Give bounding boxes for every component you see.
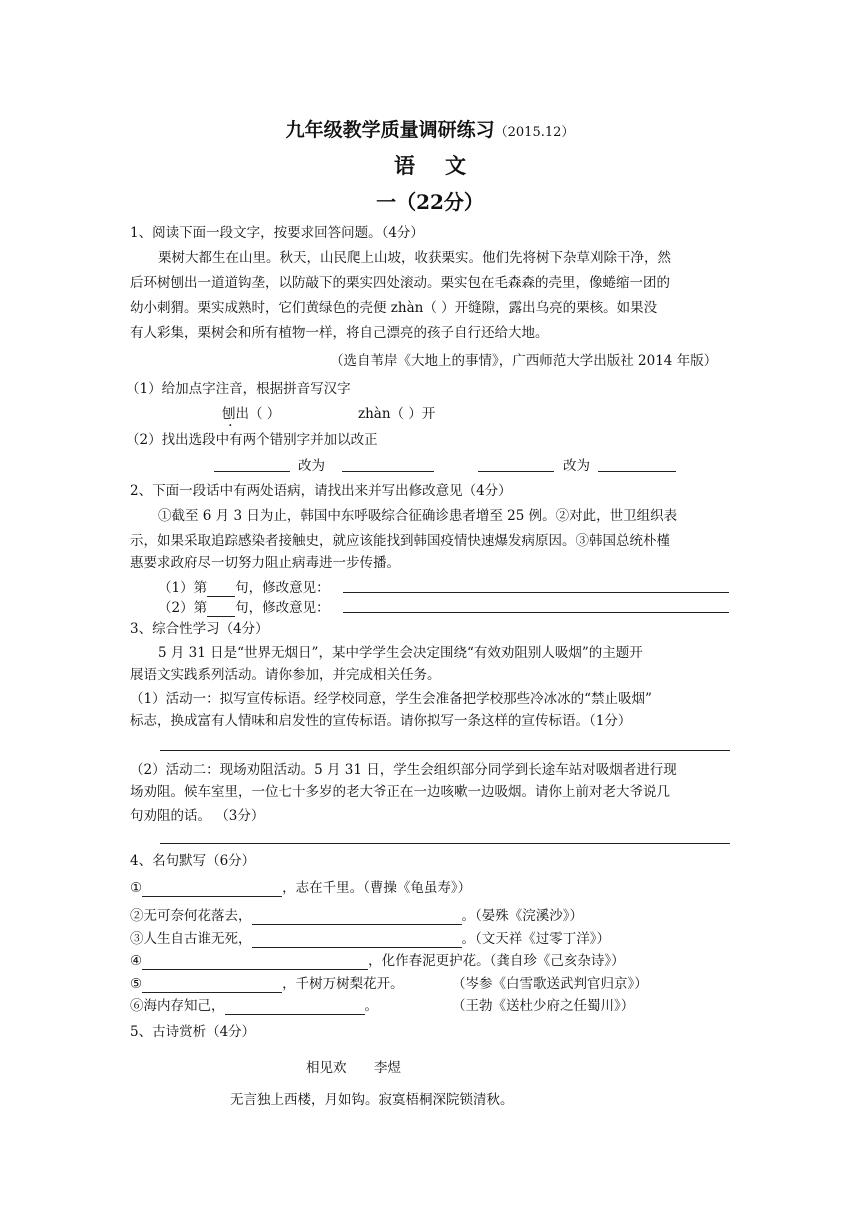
q2-answer-2 [158,599,330,617]
q4-line-6-source: （王勃《送杜少府之任蜀川》） [452,998,635,1014]
q2-passage-line: 示，如果采取追踪感染者接触史，就应该能找到韩国疫情快速爆发病原因。③韩国总统朴槿 [130,533,670,549]
q3-intro-line: 展语文实践系列活动。请你参加，并完成相关任务。 [130,667,441,683]
poem-line: 无言独上西楼，月如钩。寂寞梧桐深院锁清秋。 [230,1092,514,1108]
poem-title: 相见欢 [306,1060,347,1076]
q2-answer-suffix: 句，修改意见： [235,580,330,596]
q4-title: 4、名句默写（6分） [130,853,256,869]
q3-intro-line: 5 月 31 日是“世界无烟日”，某中学学生会决定围绕“有效劝阻别人吸烟”的主题开 [158,645,643,661]
q4-line-5-source: （岑参《白雪歌送武判官归京》） [452,976,648,992]
fill-blank[interactable] [252,910,462,925]
q4-line-suffix: ，志在千里。（曹操《龟虽寿》） [282,880,472,896]
subject-heading: 语文 [394,153,496,178]
q3-act1-line: （1）活动一：拟写宣传标语。经学校同意，学生会准备把学校那些冷冰冰的“禁止吸烟” [130,691,652,707]
q4-line-6 [130,997,378,1015]
answer-line[interactable] [343,592,729,593]
q1-passage-line: 后环树刨出一道道钩垄，以防敲下的栗实四处滚动。栗实包在毛森森的壳里，像蜷缩一团的 [130,275,670,291]
q1-item-a-rest: 出（ ） [235,406,281,422]
answer-line[interactable] [214,471,290,472]
answer-line[interactable] [342,471,434,472]
answer-line[interactable] [478,471,554,472]
q1-sub2: （2）找出选段中有两个错别字并加以改正 [126,432,378,448]
q4-line-suffix: 。（文天祥《过零丁洋》） [461,931,610,947]
q3-act2-line: （2）活动二：现场劝阻活动。5 月 31 日，学生会组织部分同学到长途车站对吸烟者进行现 [130,762,677,778]
q4-line-prefix: ① [130,880,143,896]
q4-line-1 [130,879,471,897]
q1-passage-line: 幼小刺猬。栗实成熟时，它们黄绿色的壳便 zhàn（ ）开缝隙，露出乌亮的栗核。如果没 [130,300,658,316]
q4-line-suffix: 。 [364,998,378,1014]
sentence-number-blank[interactable] [207,602,235,617]
q1-source: （选自苇岸《大地上的事情》，广西师范大学出版社 2014 年版） [330,353,718,369]
fill-blank[interactable] [225,1000,365,1015]
q1-passage-line: 有人彩集，栗树会和所有植物一样，将自己漂亮的孩子自行还给大地。 [130,325,549,341]
q1-sub1: （1）给加点字注音，根据拼音写汉字 [126,381,351,397]
exam-title-text: 九年级教学质量调研练习 [285,119,495,141]
answer-line[interactable] [598,471,676,472]
answer-line[interactable] [160,750,730,751]
q2-title: 2、下面一段话中有两处语病，请找出来并写出修改意见（4分） [130,483,512,499]
q4-line-prefix: ⑤ [130,976,143,992]
q4-line-3 [130,930,610,948]
exam-title [0,117,860,146]
q3-act1-line: 标志，换成富有人情味和启发性的宣传标语。请你拟写一条这样的宣传标语。（1分） [130,713,632,729]
q2-passage-line: ①截至 6 月 3 日为止，韩国中东呼吸综合征确诊患者增至 25 例。②对此，世卫组织表 [158,508,678,524]
q2-passage-line: 惠要求政府尽一切努力阻止病毒进一步传播。 [130,555,400,571]
poem-author: 李煜 [374,1060,401,1076]
q1-title: 1、阅读下面一段文字，按要求回答问题。（4分） [130,225,424,241]
q2-answer-1 [158,579,330,597]
fill-blank[interactable] [142,978,282,993]
change-label: 改为 [563,458,590,474]
q1-item-b: zhàn（ ）开 [358,406,436,422]
q5-title: 5、古诗赏析（4分） [130,1024,256,1040]
sentence-number-blank[interactable] [207,582,235,597]
q4-line-prefix: ②无可奈何花落去， [130,908,252,924]
q2-answer-prefix: （1）第 [158,580,208,596]
q3-act2-line: 场劝阻。候车室里，一位七十多岁的老大爷正在一边咳嗽一边吸烟。请你上前对老大爷说几 [130,784,670,800]
change-label: 改为 [298,458,325,474]
exam-date: （2015.12） [494,125,575,140]
q2-answer-prefix: （2）第 [158,600,208,616]
answer-line[interactable] [160,843,730,844]
q4-line-5 [130,975,404,993]
q1-passage-line: 栗树大都生在山里。秋天，山民爬上山坡，收获栗实。他们先将树下杂草刈除干净，然 [158,250,671,266]
q3-act2-line: 句劝阻的话。 （3分） [130,808,265,824]
answer-line[interactable] [343,612,729,613]
q4-line-prefix: ③人生自古谁无死， [130,931,252,947]
section-heading: 一（22分） [376,190,484,214]
fill-blank[interactable] [142,955,368,970]
q4-line-4 [130,952,625,970]
q4-line-suffix: ，化作春泥更护花。（龚自珍《己亥杂诗》） [368,953,625,969]
q4-line-suffix: 。（晏殊《浣溪沙》） [461,908,583,924]
q3-title: 3、综合性学习（4分） [130,621,269,637]
q4-line-prefix: ⑥海内存知己， [130,998,225,1014]
fill-blank[interactable] [252,933,462,948]
q4-line-suffix: ，千树万树梨花开。 [282,976,404,992]
fill-blank[interactable] [142,882,282,897]
q1-item-a [222,405,280,423]
q2-answer-suffix: 句，修改意见： [235,600,330,616]
q4-line-2 [130,907,583,925]
q4-line-prefix: ④ [130,953,143,969]
dotted-char: 刨 [222,406,236,422]
